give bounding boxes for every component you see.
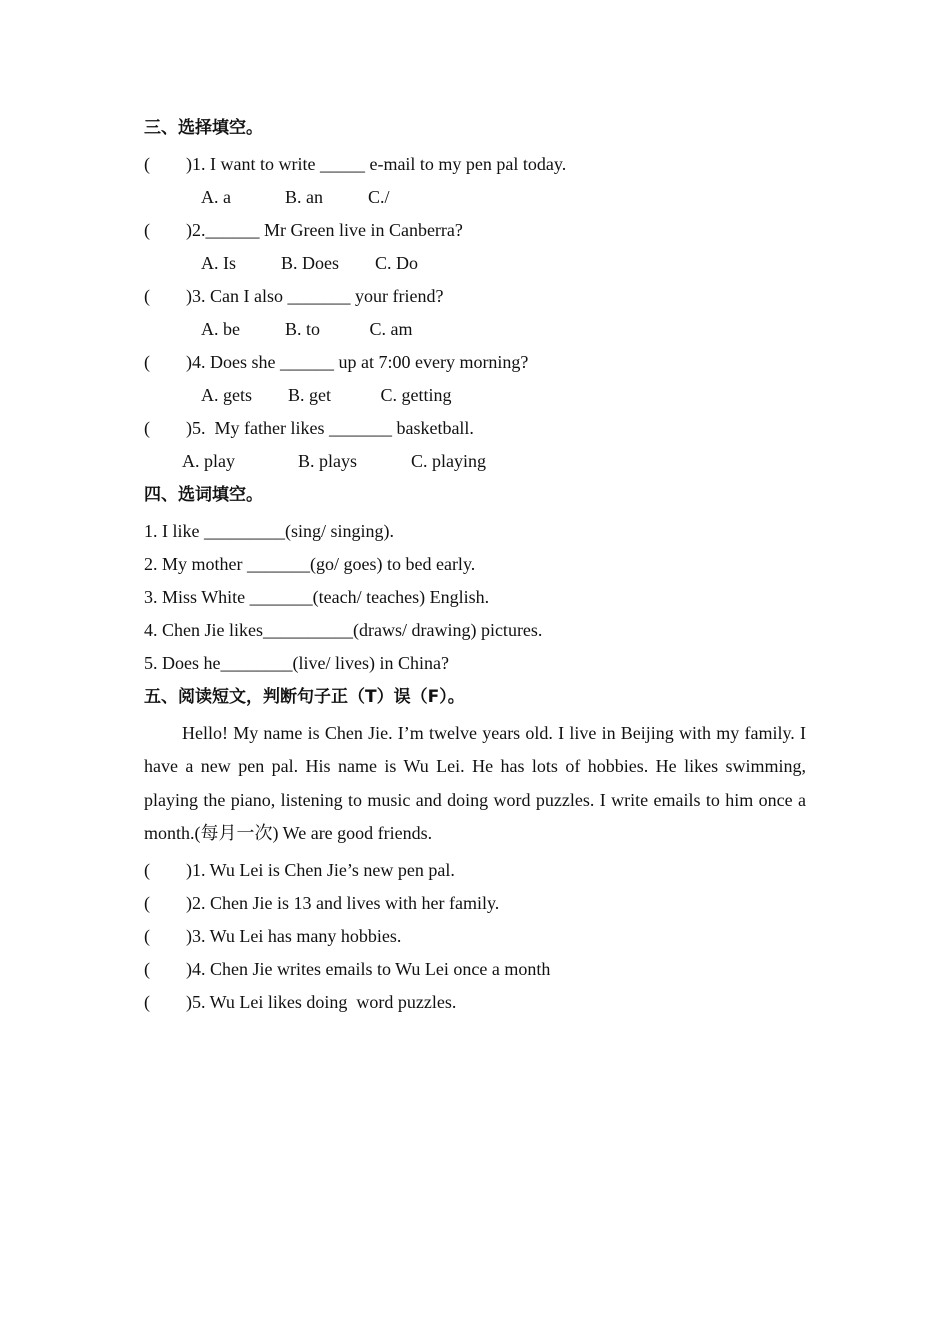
section-3-title: 三、选择填空。 [144,118,263,138]
question-1-stem: ( )1. I want to write _____ e-mail to my pen pal today. [144,154,567,174]
question-5-stem: ( )5. My father likes _______ basketball. [144,418,474,438]
fill-item-3: 3. Miss White _______(teach/ teaches) English. [144,587,490,607]
fill-item-5: 5. Does he________(live/ lives) in China? [144,653,449,673]
statement-4: ( )4. Chen Jie writes emails to Wu Lei once a month [144,959,551,979]
question-5-options: A. play B. plays C. playing [182,451,486,471]
question-3-stem: ( )3. Can I also _______ your friend? [144,286,444,306]
question-3-options: A. be B. to C. am [201,319,413,339]
section-4-title: 四、选词填空。 [144,485,263,505]
question-2-stem: ( )2.______ Mr Green live in Canberra? [144,220,463,240]
question-1-options: A. a B. an C./ [201,187,390,207]
statement-3: ( )3. Wu Lei has many hobbies. [144,926,402,946]
reading-passage: Hello! My name is Chen Jie. I’m twelve years old. I live in Beijing with my family. I have a new pen pal. His name is Wu Lei. He has lots of hobbies. He likes swimming, playing the piano, listening to music and doing word puzzles. I write emails to him once a month.(每月一次) We are good friends. [144,723,806,843]
statement-2: ( )2. Chen Jie is 13 and lives with her family. [144,893,500,913]
statement-5: ( )5. Wu Lei likes doing word puzzles. [144,992,457,1012]
fill-item-1: 1. I like _________(sing/ singing). [144,521,394,541]
section-5-title: 五、阅读短文，判断句子正（T）误（F）。 [144,687,465,707]
question-4-stem: ( )4. Does she ______ up at 7:00 every morning? [144,352,529,372]
fill-item-2: 2. My mother _______(go/ goes) to bed early. [144,554,476,574]
question-2-options: A. Is B. Does C. Do [201,253,419,273]
statement-1: ( )1. Wu Lei is Chen Jie’s new pen pal. [144,860,455,880]
question-4-options: A. gets B. get C. getting [201,385,452,405]
fill-item-4: 4. Chen Jie likes__________(draws/ drawing) pictures. [144,620,543,640]
